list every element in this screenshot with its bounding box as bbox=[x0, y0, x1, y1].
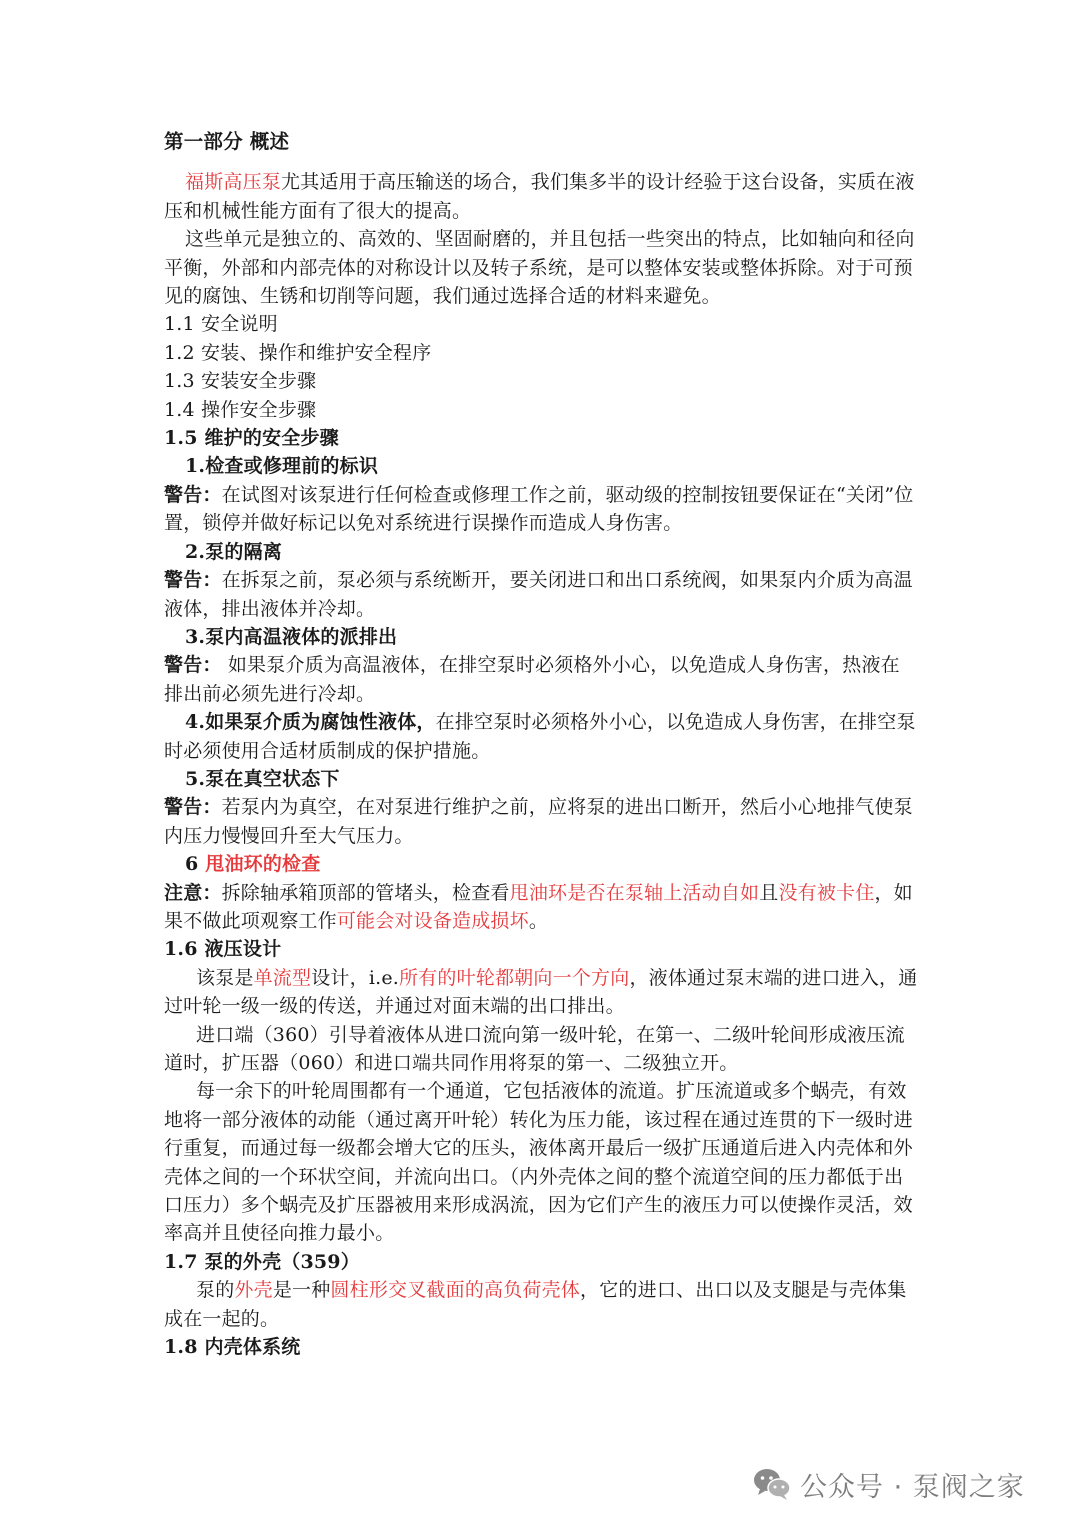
item-3-title: 3.泵内高温液体的派排出 bbox=[185, 625, 398, 648]
warning-label: 警告： bbox=[164, 483, 222, 506]
product-name: 福斯高压泵 bbox=[185, 171, 282, 194]
item-4: 4.如果泵介质为腐蚀性液体，在排空泵时必须格外小心，以免造成人身伤害，在排空泵时必须使用合适材质制成的保护措施。 bbox=[164, 711, 916, 762]
item-2-warning: 警告：在拆泵之前，泵必须与系统断开，要关闭进口和出口系统阀，如果泵内介质为高温液体，排出液体并冷却。 bbox=[164, 569, 913, 620]
item-5-title: 5.泵在真空状态下 bbox=[185, 767, 340, 790]
item-1-title: 1.检查或修理前的标识 bbox=[185, 455, 379, 478]
document-page bbox=[164, 128, 918, 1361]
warning-label: 警告： bbox=[164, 569, 222, 592]
intro-paragraph-1: 福斯高压泵尤其适用于高压输送的场合，我们集多半的设计经验于这台设备，实质在液压和机械性能方面有了很大的提高。 bbox=[164, 171, 915, 222]
watermark bbox=[752, 1464, 1025, 1504]
toc-item-1-1: 1.1 安全说明 bbox=[164, 313, 278, 336]
watermark-text: 公众号 · 泵阀之家 bbox=[800, 1471, 1025, 1503]
item-1-warning: 警告：在试图对该泵进行任何检查或修理工作之前，驱动级的控制按钮要保证在“关闭”位置，锁停并做好标记以免对系统进行误操作而造成人身伤害。 bbox=[164, 483, 914, 535]
heading-1-8: 1.8 内壳体系统 bbox=[164, 1336, 301, 1359]
item-6-title: 6 甩油环的检查 bbox=[185, 853, 321, 876]
note-label: 注意： bbox=[164, 881, 222, 904]
heading-1-6: 1.6 液压设计 bbox=[164, 938, 282, 961]
heading-1-5: 1.5 维护的安全步骤 bbox=[164, 427, 339, 450]
casing-paragraph: 泵的外壳是一种圆柱形交叉截面的高负荷壳体，它的进口、出口以及支腿是与壳体集成在一起的。 bbox=[164, 1279, 907, 1330]
item-6-note: 注意：拆除轴承箱顶部的管堵头，检查看甩油环是否在泵轴上活动自如且没有被卡住，如果不做此项观察工作可能会对设备造成损坏。 bbox=[164, 881, 913, 932]
item-2-title: 2.泵的隔离 bbox=[185, 540, 283, 563]
toc-item-1-2: 1.2 安装、操作和维护安全程序 bbox=[164, 341, 432, 364]
heading-1-7: 1.7 泵的外壳（359） bbox=[164, 1250, 360, 1273]
wechat-icon bbox=[752, 1466, 792, 1502]
hydraulic-paragraph-3: 每一余下的叶轮周围都有一个通道，它包括液体的流道。扩压流道或多个蜗壳，有效地将一部分液体的动能（通过离开叶轮）转化为压力能，该过程在通过连贯的下一级时进行重复，而通过每一级都会增大它的压头，液体离开最后一级扩压通道后进入内壳体和外壳体之间的一个环状空间，并流向出口。（内外壳体之间的整个流道空间的压力都低于出口压力）多个蜗壳及扩压器被用来形成涡流，因为它们产生的液压力可以使操作灵活，效率高并且使径向推力最小。 bbox=[164, 1080, 913, 1245]
warning-label: 警告： bbox=[164, 654, 222, 677]
item-3-warning: 警告： 如果泵介质为高温液体，在排空泵时必须格外小心，以免造成人身伤害，热液在排出前必须先进行冷却。 bbox=[164, 654, 900, 705]
warning-label: 警告： bbox=[164, 796, 222, 819]
hydraulic-paragraph-2: 进口端（360）引导着液体从进口流向第一级叶轮，在第一、二级叶轮间形成液压流道时，扩压器（060）和进口端共同作用将泵的第一、二级独立开。 bbox=[164, 1023, 905, 1074]
toc-item-1-3: 1.3 安装安全步骤 bbox=[164, 370, 317, 393]
item-5-warning: 警告：若泵内为真空，在对泵进行维护之前，应将泵的进出口断开，然后小心地排气使泵内压力慢慢回升至大气压力。 bbox=[164, 796, 913, 847]
intro-paragraph-2: 这些单元是独立的、高效的、坚固耐磨的，并且包括一些突出的特点，比如轴向和径向平衡，外部和内部壳体的对称设计以及转子系统，是可以整体安装或整体拆除。对于可预见的腐蚀、生锈和切削等问题，我们通过选择合适的材料来避免。 bbox=[164, 228, 915, 308]
item-4-title: 4.如果泵介质为腐蚀性液体， bbox=[185, 711, 436, 734]
hydraulic-paragraph-1: 该泵是单流型设计，i.e.所有的叶轮都朝向一个方向，液体通过泵末端的进口进入，通过叶轮一级一级的传送，并通过对面末端的出口排出。 bbox=[164, 966, 918, 1018]
toc-item-1-4: 1.4 操作安全步骤 bbox=[164, 398, 317, 421]
section-title: 第一部分 概述 bbox=[164, 130, 290, 153]
